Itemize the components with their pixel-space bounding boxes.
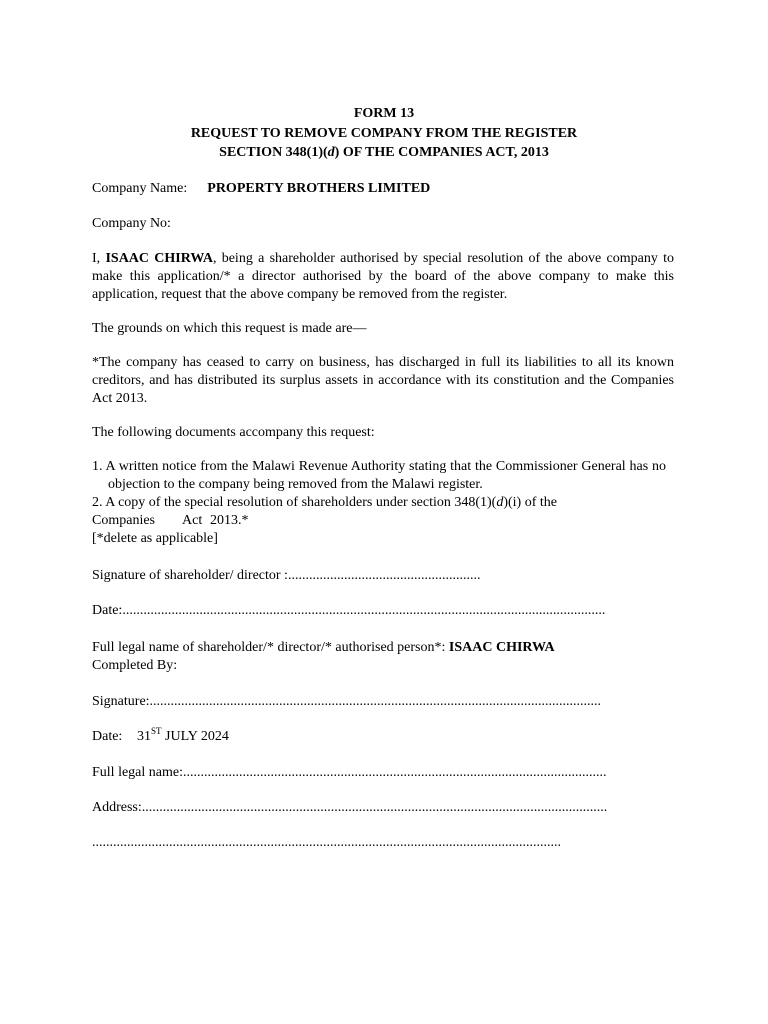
form-number: FORM 13 [353, 106, 415, 121]
completed-date-row: Date: 31ST JULY 2024 [92, 725, 229, 744]
list-item: 2. A copy of the special resolution of shareholders under section 348(1)(d)(i) of the [92, 494, 557, 510]
company-name-label: Company Name: [92, 180, 188, 196]
completed-by-label: Completed By: [92, 657, 178, 673]
company-no-label: Company No: [92, 215, 171, 231]
form-section-reference: SECTION 348(1)(d) OF THE COMPANIES ACT, 2013 [219, 145, 549, 160]
full-legal-name-value: ISAAC CHIRWA [448, 639, 555, 655]
completer-full-name-line[interactable]: Full legal name:......................................................................................................................... [92, 764, 607, 780]
company-name-value: PROPERTY BROTHERS LIMITED [207, 180, 431, 196]
form-header [94, 104, 674, 163]
list-item: 1. A written notice from the Malawi Revenue Authority stating that the Commissioner General has no objection to the company being removed from the Malawi register. [92, 458, 666, 492]
delete-note: [*delete as applicable] [92, 530, 218, 546]
completed-date-value: 31ST JULY 2024 [137, 725, 229, 744]
documents-intro: The following documents accompany this request: [92, 424, 375, 440]
documents-list [92, 458, 674, 548]
completer-signature-line[interactable]: Signature:................................................................................................................................. [92, 693, 602, 709]
full-legal-name-row: Full legal name of shareholder/* director/* authorised person*: ISAAC CHIRWA [92, 639, 555, 655]
statement-paragraph: I, ISAAC CHIRWA, being a shareholder authorised by special resolution of the above company to make this application/* a director authorised by the board of the above company to make this application, request that the above company be removed from the register. [92, 250, 675, 302]
company-name-row [92, 180, 674, 198]
shareholder-signature-line[interactable]: Signature of shareholder/ director :....................................................... [92, 567, 481, 583]
grounds-intro: The grounds on which this request is made are— [92, 320, 367, 336]
list-item-continuation: Companies Act 2013.* [92, 512, 249, 528]
address-continuation-line[interactable]: ...................................................................................................................................... [92, 834, 561, 850]
shareholder-date-line[interactable]: Date:.......................................................................................................................................... [92, 602, 606, 618]
form-title: REQUEST TO REMOVE COMPANY FROM THE REGISTER [190, 125, 578, 141]
grounds-paragraph: *The company has ceased to carry on business, has discharged in full its liabilities to all its known creditors, and has distributed its surplus assets in accordance with its constitution and the Companies Act 2013. [92, 354, 674, 406]
form-page [92, 104, 674, 852]
applicant-name: ISAAC CHIRWA [105, 250, 213, 266]
company-no-row [92, 215, 674, 233]
address-line[interactable]: Address:..................................................................................................................................... [92, 799, 608, 815]
